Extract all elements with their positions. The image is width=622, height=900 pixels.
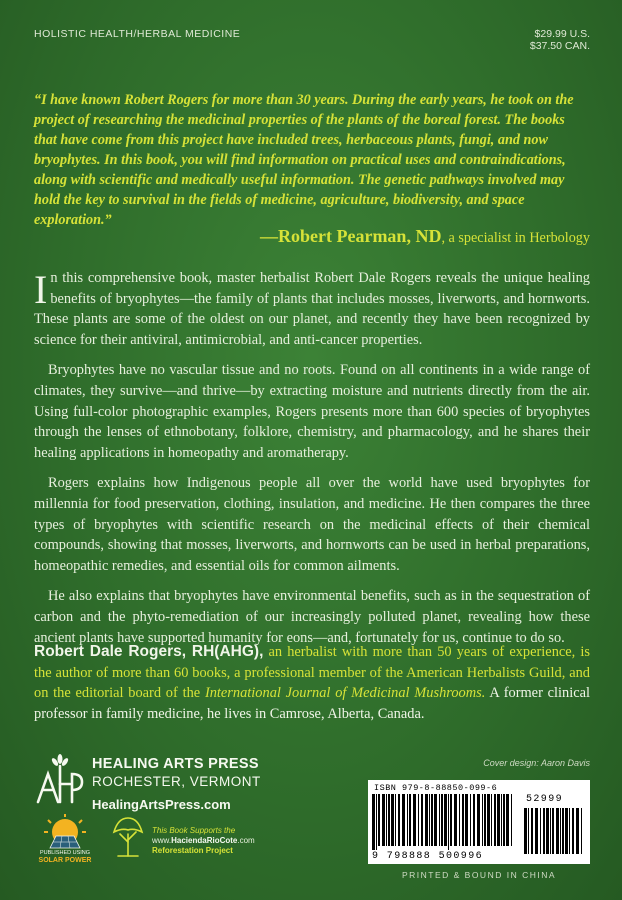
category-label: HOLISTIC HEALTH/HERBAL MEDICINE bbox=[34, 28, 241, 40]
quote-author-title: , a specialist in Herbology bbox=[441, 230, 590, 246]
barcode-bar bbox=[407, 794, 408, 846]
barcode-bar bbox=[378, 794, 380, 846]
barcode-bar bbox=[560, 808, 561, 854]
quote-author: —Robert Pearman, ND bbox=[259, 226, 442, 246]
solar-power-badge bbox=[34, 814, 96, 862]
cover-content bbox=[34, 16, 590, 884]
journal-title: International Journal of Medicinal Mushrooms. bbox=[204, 685, 486, 702]
barcode-bar bbox=[409, 794, 411, 846]
barcode-bar bbox=[569, 808, 570, 854]
ean-barcode-bars bbox=[372, 794, 514, 850]
barcode-bar bbox=[402, 794, 405, 846]
barcode-bar bbox=[470, 794, 471, 846]
quote-attribution bbox=[260, 226, 590, 247]
price-can: $37.50 CAN. bbox=[529, 40, 590, 52]
addon-digits: 52999 bbox=[526, 794, 564, 805]
barcode-bar bbox=[565, 808, 568, 854]
description-paragraph: Rogers explains how Indigenous people all over the world have used bryophytes for millennia for food preservation, clothing, insulation, and medicine. He then compares the three types of bryophytes with scientific research on the medicinal effects of their chemical compounds, showing that mosses, liverworts, and hornworts can be used in herbal preparations, homeopathic remedies, and essential oils for common ailments. bbox=[34, 475, 590, 574]
barcode-bar bbox=[552, 808, 554, 854]
barcode-bar bbox=[391, 794, 394, 846]
barcode-bar bbox=[546, 808, 549, 854]
barcode-bar bbox=[482, 794, 483, 846]
barcode-bar bbox=[439, 794, 440, 846]
price-block bbox=[530, 28, 590, 52]
author-name: Robert Dale Rogers, RH(AHG), bbox=[34, 643, 264, 660]
barcode-bar bbox=[535, 808, 538, 854]
cover-design-credit: Cover design: Aaron Davis bbox=[483, 758, 590, 768]
barcode-bar bbox=[395, 794, 396, 846]
description-paragraph: He also explains that bryophytes have environmental benefits, such as in the sequestration of carbon and the phyto-remediation of our increasingly polluted planet, revealing how these ancient plants have supported humanity for eons—and, fortunately for us, continue to do so. bbox=[34, 588, 590, 646]
barcode-bar bbox=[497, 794, 500, 846]
publisher-name: HEALING ARTS PRESS bbox=[92, 756, 259, 772]
barcode-bar bbox=[531, 808, 533, 854]
barcode-bar bbox=[459, 794, 460, 846]
barcode-bar bbox=[550, 808, 551, 854]
barcode-bar bbox=[576, 808, 579, 854]
solar-line-2: SOLAR POWER bbox=[38, 857, 92, 864]
barcode-bar bbox=[465, 794, 468, 846]
barcode-bar bbox=[503, 794, 505, 846]
barcode-bar bbox=[543, 808, 545, 854]
reforestation-url[interactable]: www.HaciendaRioCote.com bbox=[152, 836, 255, 845]
solar-panel-icon bbox=[34, 814, 96, 850]
barcode-bar bbox=[413, 794, 416, 846]
barcode-bar bbox=[398, 794, 400, 846]
barcode-bar bbox=[388, 794, 390, 846]
barcode-bar bbox=[382, 794, 385, 846]
tree-icon bbox=[106, 814, 150, 858]
isbn-number: ISBN 979-8-88850-099-6 bbox=[374, 783, 498, 793]
isbn-barcode bbox=[368, 780, 590, 864]
barcode-bar bbox=[501, 794, 502, 846]
barcode-bar bbox=[540, 808, 541, 854]
barcode-bar bbox=[421, 794, 423, 846]
barcode-bar bbox=[434, 794, 437, 846]
barcode-bar bbox=[524, 808, 527, 854]
barcode-bar bbox=[450, 794, 452, 846]
barcode-bar bbox=[511, 794, 512, 846]
barcode-bar bbox=[418, 794, 419, 846]
top-bar bbox=[34, 28, 590, 64]
ean-digits: 9 798888 500996 bbox=[372, 851, 484, 862]
drop-cap: I bbox=[34, 267, 48, 312]
solar-line-1: PUBLISHED USING bbox=[39, 850, 91, 856]
author-bio: Robert Dale Rogers, RH(AHG), an herbalist with more than 50 years of experience, is the author of more than 60 books, a professional member of the American Herbalists Guild, and on the editorial board of the International Journal of Medicinal Mushrooms. A former clinical professor in family medicine, he lives in Camrose, Alberta, Canada. bbox=[34, 643, 590, 722]
addon-barcode-bars bbox=[524, 808, 584, 858]
publisher-city: ROCHESTER, VERMONT bbox=[92, 774, 261, 789]
barcode-bar bbox=[487, 794, 490, 846]
barcode-bar bbox=[477, 794, 480, 846]
barcode-bar bbox=[581, 808, 582, 854]
reforestation-note bbox=[152, 826, 255, 856]
reforestation-line-3: Reforestation Project bbox=[152, 846, 233, 855]
barcode-bar bbox=[448, 794, 449, 850]
barcode-bar bbox=[528, 808, 529, 854]
barcode-bar bbox=[491, 794, 492, 846]
publisher-website[interactable]: HealingArtsPress.com bbox=[92, 797, 231, 812]
endorsement-quote: “I have known Robert Rogers for more than 30 years. During the early years, he took on the project of researching the medicinal properties of the plants of the boreal forest. The books that have come from this project have included trees, herbaceous plants, fungi, and now bryophytes. In this book, you will find information on practical uses and contraindications, along with scientific and medically useful information. The genetic pathways involved may hold the key to survival in the fields of medicine, agriculture, biodiversity, and space exploration.” bbox=[34, 92, 574, 228]
barcode-bar bbox=[494, 794, 496, 846]
barcode-bar bbox=[484, 794, 486, 846]
barcode-bar bbox=[425, 794, 428, 846]
reforestation-line-1: This Book Supports the bbox=[152, 826, 236, 835]
book-description bbox=[34, 268, 590, 658]
barcode-bar bbox=[444, 794, 447, 846]
barcode-bar bbox=[572, 808, 574, 854]
barcode-bar bbox=[562, 808, 564, 854]
healing-arts-press-logo-icon bbox=[34, 752, 84, 808]
barcode-bar bbox=[473, 794, 475, 846]
description-paragraph: In this comprehensive book, master herbalist Robert Dale Rogers reveals the unique healing benefits of bryophytes—the family of plants that includes mosses, liverworts, and hornworts. These plants are some of the oldest on our planet, and recently they have been recognized by science for their antiviral, antimicrobial, and anti-cancer properties. bbox=[34, 267, 590, 348]
barcode-bar bbox=[386, 794, 387, 846]
barcode-bar bbox=[441, 794, 443, 846]
barcode-bar bbox=[506, 794, 509, 846]
barcode-bar bbox=[431, 794, 433, 846]
barcode-bar bbox=[376, 794, 377, 850]
publisher-block bbox=[34, 752, 334, 812]
barcode-bar bbox=[454, 794, 457, 846]
barcode-bar bbox=[429, 794, 430, 846]
printed-in-label: PRINTED & BOUND IN CHINA bbox=[401, 870, 557, 880]
price-us: $29.99 U.S. bbox=[534, 28, 590, 40]
description-paragraph: Bryophytes have no vascular tissue and no roots. Found on all continents in a wide range of climates, they survive—and thrive—by extracting moisture and nutrients directly from the air. Using full-color photographic examples, Rogers presents more than 600 species of bryophytes through the lenses of ethnobotany, folklore, chemistry, and pharmacology, and he shares their healing applications in homeopathy and aromatherapy. bbox=[34, 362, 590, 461]
barcode-bar bbox=[462, 794, 464, 846]
barcode-bar bbox=[372, 794, 375, 850]
barcode-bar bbox=[556, 808, 559, 854]
